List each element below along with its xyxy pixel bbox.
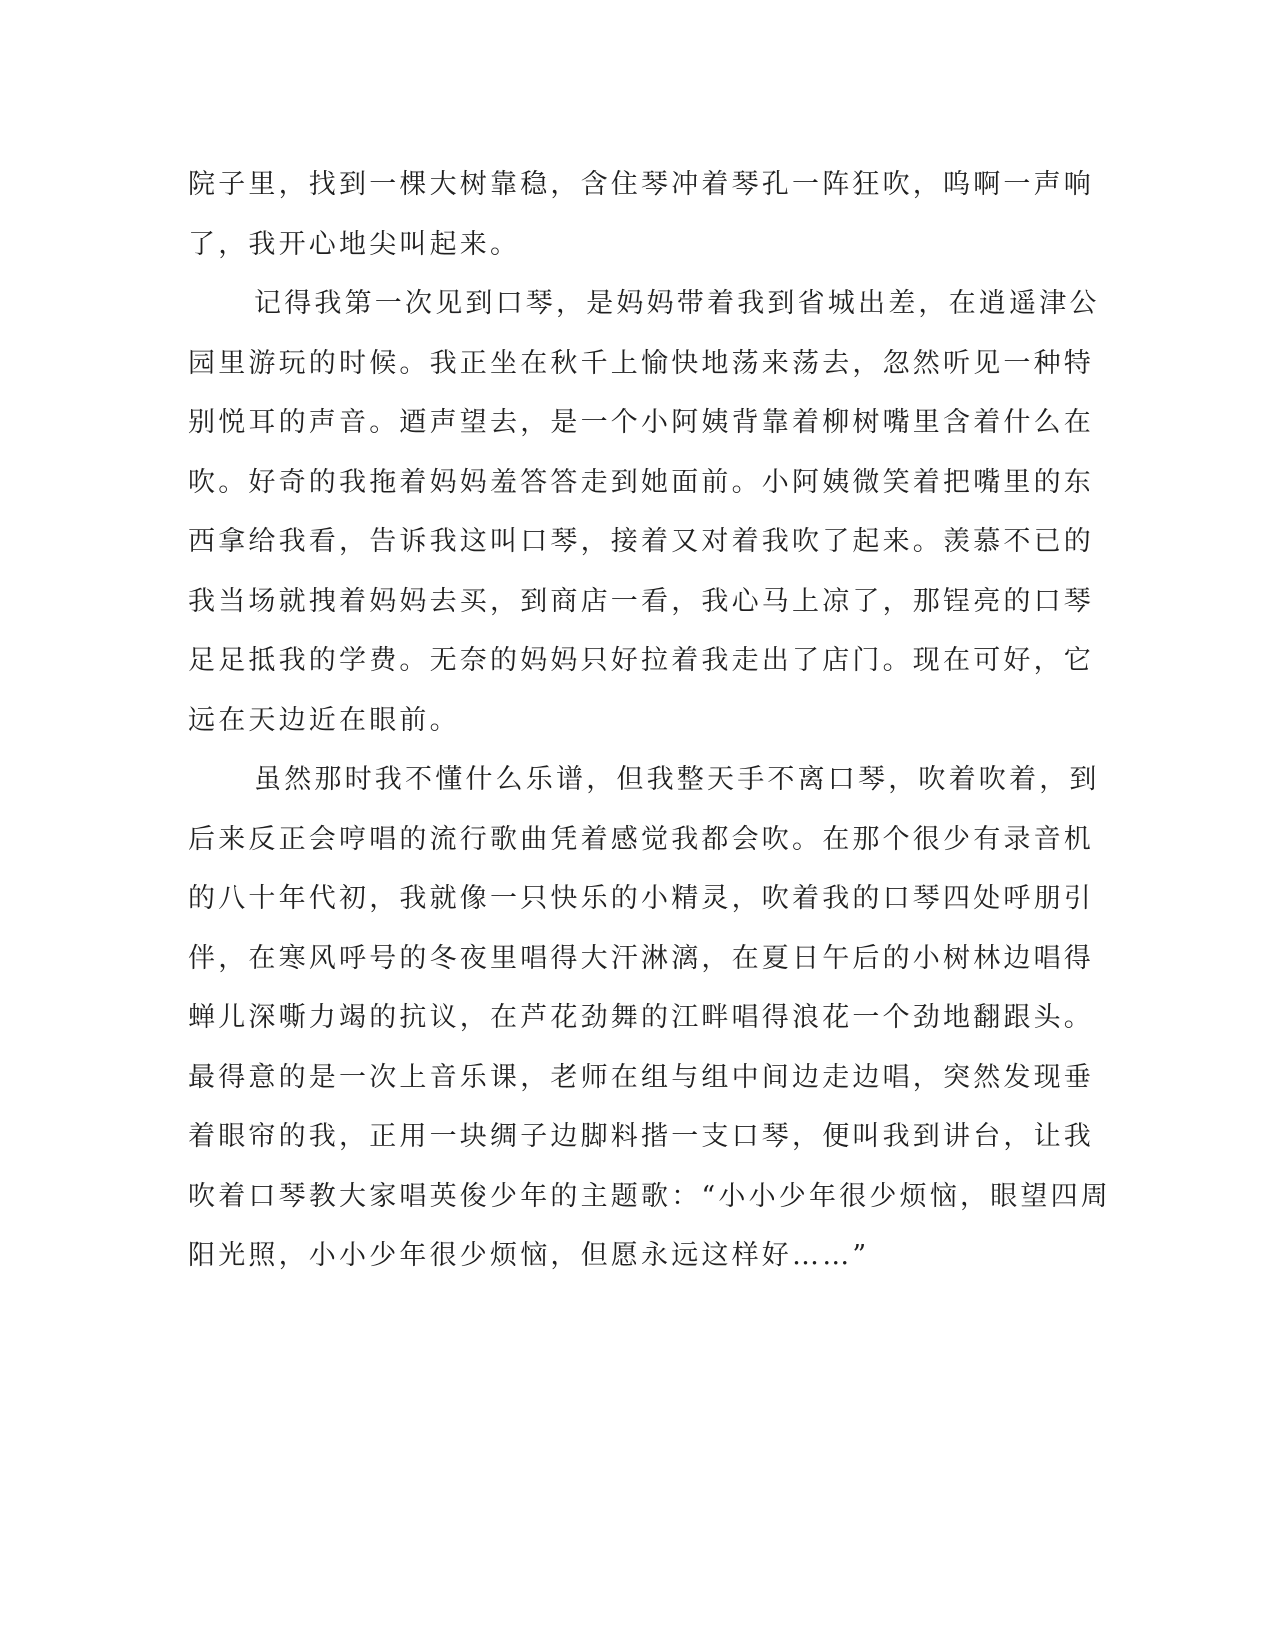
text-line: 虽然那时我不懂什么乐谱，但我整天手不离口琴，吹着吹着，到 [254, 764, 1100, 795]
text-line: 了，我开心地尖叫起来。 [188, 228, 521, 260]
text-line: 记得我第一次见到口琴，是妈妈带着我到省城出差，在逍遥津公 [254, 288, 1100, 319]
document-body [188, 155, 1112, 1286]
text-line: 足足抵我的学费。无奈的妈妈只好拉着我走出了店门。现在可好，它 [188, 645, 1094, 676]
text-line: 伴，在寒风呼号的冬夜里唱得大汗淋漓，在夏日午后的小树林边唱得 [188, 942, 1094, 974]
paragraph-2 [188, 274, 1100, 750]
text-line: 后来反正会哼唱的流行歌曲凭着感觉我都会吹。在那个很少有录音机 [188, 823, 1094, 855]
text-line: 园里游玩的时候。我正坐在秋千上愉快地荡来荡去，忽然听见一种特 [188, 347, 1094, 379]
text-line: 阳光照，小小少年很少烦恼，但愿永远这样好……” [188, 1240, 870, 1271]
text-line: 西拿给我看，告诉我这叫口琴，接着又对着我吹了起来。羡慕不已的 [188, 526, 1094, 557]
text-line: 最得意的是一次上音乐课，老师在组与组中间边走边唱，突然发现垂 [188, 1061, 1094, 1093]
paragraph-1 [188, 155, 1094, 274]
text-line: 吹。好奇的我拖着妈妈羞答答走到她面前。小阿姨微笑着把嘴里的东 [188, 466, 1094, 498]
text-line: 别悦耳的声音。逎声望去，是一个小阿姨背靠着柳树嘴里含着什么在 [188, 407, 1094, 438]
paragraph-3 [188, 750, 1112, 1286]
text-line: 院子里，找到一棵大树靠稳，含住琴冲着琴孔一阵狂吹，呜啊一声响 [188, 169, 1094, 200]
text-line: 吹着口琴教大家唱英俊少年的主题歌：“小小少年很少烦恼，眼望四周 [188, 1180, 1112, 1212]
text-line: 我当场就拽着妈妈去买，到商店一看，我心马上凉了，那锃亮的口琴 [188, 585, 1094, 617]
text-line: 着眼帘的我，正用一块绸子边脚料揩一支口琴，便叫我到讲台，让我 [188, 1121, 1094, 1152]
text-line: 的八十年代初，我就像一只快乐的小精灵，吹着我的口琴四处呼朋引 [188, 883, 1094, 914]
text-line: 蝉儿深嘶力竭的抗议，在芦花劲舞的江畔唱得浪花一个劲地翻跟头。 [188, 1002, 1094, 1033]
text-line: 远在天边近在眼前。 [188, 704, 460, 736]
